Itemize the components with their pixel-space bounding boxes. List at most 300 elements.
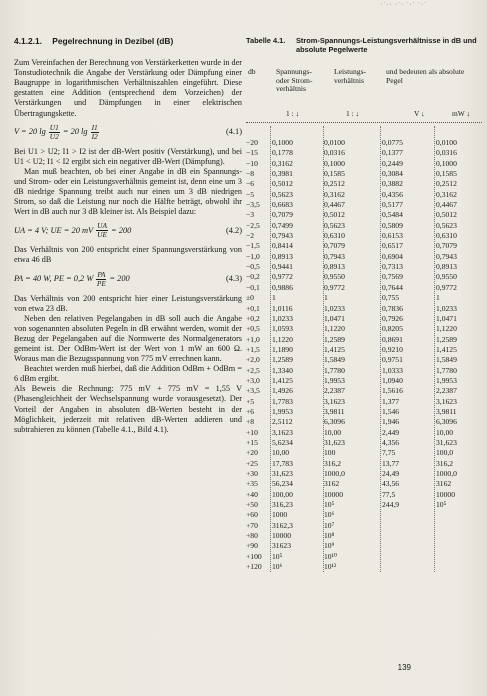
table-cell: 1000 xyxy=(272,510,288,520)
table-cell: 100 xyxy=(324,448,336,458)
page-number: 139 xyxy=(397,663,411,672)
table-cell: +90 xyxy=(246,541,258,551)
table-cell: +2,5 xyxy=(246,365,260,375)
table-cell: 1,3340 xyxy=(272,365,293,375)
column-divider xyxy=(434,126,435,572)
section-title: Pegelrechnung in Dezibel (dB) xyxy=(52,36,174,46)
column-divider xyxy=(323,126,324,572)
table-cell: +15 xyxy=(246,437,258,447)
table-cell: 0,4467 xyxy=(324,200,345,210)
table-cell: 1,0593 xyxy=(272,324,293,334)
table-cell xyxy=(436,531,476,541)
table-cell: 3,1623 xyxy=(272,427,293,437)
table-cell: −0,2 xyxy=(246,272,260,282)
paragraph-intro: Zum Vereinfachen der Berechnung von Verstärkerketten wurde in der Tonstudiotechnik die Angabe der Verstärkung oder Dämpfung einer Baugruppe in logarithmischen Verhältniszahlen eingeführt. Diese gestatten eine Addition (entsprechend dem Vorzeichen) der Verstärkungen und Dämpfungen in einer elektrischen Übertragungskette. xyxy=(14,58,242,118)
table-cell: +1,0 xyxy=(246,334,260,344)
table-cell: 100,00 xyxy=(272,489,293,499)
table-cell: 0,0100 xyxy=(436,138,457,147)
table-cell: 316,23 xyxy=(272,500,293,510)
numerator: UA xyxy=(97,221,108,231)
table-row xyxy=(246,293,482,303)
table-cell: −8 xyxy=(246,169,255,179)
table-cell: 2,449 xyxy=(382,427,400,437)
table-cell: 1,4926 xyxy=(272,386,293,396)
table-cell: 0,3981 xyxy=(272,169,293,179)
table-cell: 10⁷ xyxy=(324,520,335,530)
table-cell: −1,0 xyxy=(246,251,260,261)
table-cell: 0,9441 xyxy=(272,262,293,272)
table-row xyxy=(246,541,482,551)
table-row xyxy=(246,314,482,324)
table-cell: 1,9953 xyxy=(436,375,457,385)
table-cell: 3,9811 xyxy=(436,406,457,416)
header-unit-ratio: 1 : ↓ xyxy=(286,109,300,118)
table-cell: 0,9550 xyxy=(436,272,457,282)
formula-4-3 xyxy=(14,271,242,288)
table-cell: 0,1585 xyxy=(324,169,345,179)
table-cell: 10000 xyxy=(324,489,343,499)
table-cell: 1,0233 xyxy=(272,313,293,323)
table-cell: 3,1623 xyxy=(324,396,345,406)
table-cell: 1,0471 xyxy=(324,313,345,323)
table-row xyxy=(246,179,482,189)
table-cell: 1,377 xyxy=(382,396,400,406)
table-cell: 1,0333 xyxy=(382,365,403,375)
table-row xyxy=(246,438,482,448)
table-cell: +2,0 xyxy=(246,355,260,365)
table-cell: 244,9 xyxy=(382,500,400,510)
fraction xyxy=(96,222,108,239)
table-cell: 0,7644 xyxy=(382,282,403,292)
table-cell: 31623 xyxy=(272,541,291,551)
table-row xyxy=(246,448,482,458)
table-row xyxy=(246,190,482,200)
table-cell: 1,946 xyxy=(382,417,400,427)
table-cell: 0,3162 xyxy=(324,189,345,199)
table-cell: +3,5 xyxy=(246,386,260,396)
table-cell: −2,5 xyxy=(246,220,260,230)
table-cell: 1 xyxy=(324,293,328,303)
table-cell: 0,3162 xyxy=(436,189,457,199)
numerator: U1 xyxy=(49,122,59,132)
paragraph-addition: Beachtet werden muß hierbei, daß die Addition OdBm + OdBm = 6 dBm ergibt. xyxy=(14,364,242,384)
fraction xyxy=(91,124,99,141)
table-cell: +50 xyxy=(246,500,258,510)
table-cell: 10000 xyxy=(436,489,455,499)
table-cell: +20 xyxy=(246,448,258,458)
table-cell: 2,2387 xyxy=(324,386,345,396)
table-cell: 0,5623 xyxy=(272,189,293,199)
left-column xyxy=(14,36,242,435)
column-divider xyxy=(270,126,271,572)
table-cell: 1,0116 xyxy=(272,303,293,313)
table-cell: 0,6517 xyxy=(382,241,403,251)
table-row xyxy=(246,283,482,293)
table-cell: 10⁵ xyxy=(324,500,335,510)
table-cell: 0,9550 xyxy=(324,272,345,282)
table-cell: 100,0 xyxy=(436,448,454,458)
fraction xyxy=(96,271,106,288)
table-cell: 10¹⁰ xyxy=(324,551,337,561)
table-cell: 3,9811 xyxy=(324,406,345,416)
table-row xyxy=(246,159,482,169)
table-cell: 1,2589 xyxy=(324,334,345,344)
table-cell: 1,7780 xyxy=(436,365,457,375)
table-cell: 0,8414 xyxy=(272,241,293,251)
table-cell: 31,623 xyxy=(436,437,457,447)
formula-text: = 200 xyxy=(109,273,130,283)
table-cell: +80 xyxy=(246,531,258,541)
table-cell xyxy=(382,562,436,572)
table-cell: 1,0233 xyxy=(324,303,345,313)
table-cell: 7,75 xyxy=(382,448,396,458)
table-cell: 56,234 xyxy=(272,479,293,489)
table-cell xyxy=(436,552,476,562)
table-row xyxy=(246,428,482,438)
table-row xyxy=(246,510,482,520)
table-cell: 1,2589 xyxy=(436,334,457,344)
table-cell xyxy=(382,541,436,551)
table-row xyxy=(246,148,482,158)
table-cell: ±0 xyxy=(246,293,254,303)
table-cell: 0,5623 xyxy=(324,220,345,230)
table-cell: 0,6310 xyxy=(324,231,345,241)
table-cell: 1,0940 xyxy=(382,375,403,385)
table-cell xyxy=(382,521,436,531)
table-cell: 0,3162 xyxy=(272,158,293,168)
table-cell: 0,9772 xyxy=(324,282,345,292)
table-title: Strom-Spannungs-Leistungsverhältnisse in dB und absolute Pegelwerte xyxy=(296,36,477,54)
table-cell: 10,00 xyxy=(324,427,342,437)
table-cell: 3162,3 xyxy=(272,520,293,530)
table-cell: 0,5012 xyxy=(436,210,457,220)
table-cell xyxy=(382,510,436,520)
table-cell: 1,0233 xyxy=(436,303,457,313)
table-cell: +0,5 xyxy=(246,324,260,334)
table-cell: 0,0775 xyxy=(382,138,403,147)
table-row xyxy=(246,376,482,386)
table-cell: 1,5616 xyxy=(382,386,403,396)
table-cell xyxy=(436,541,476,551)
table-row xyxy=(246,138,482,148)
table-cell: 0,1377 xyxy=(382,148,403,158)
table-cell: 1,1220 xyxy=(436,324,457,334)
table-body xyxy=(246,138,482,572)
table-cell: 13,77 xyxy=(382,458,400,468)
table-header xyxy=(246,68,482,138)
paragraph-absolute-levels: Neben den relativen Pegelangaben in dB soll auch die Angabe von sogenannten absoluten Pegeln in dB erwähnt werden, womit der Bezug der Pegelangaben auf die Normwerte des Normalgenerators gemeint ist. Der OdBm-Wert ist der Wert von 1 mW an 600 Ω. Woraus man die Bezugsspannung von 775 mV errechnen kann. xyxy=(14,313,242,364)
equation-number: (4.3) xyxy=(225,273,242,283)
table-cell: 316,2 xyxy=(324,458,342,468)
table-row xyxy=(246,531,482,541)
table-cell xyxy=(382,531,436,541)
table-cell: 0,5484 xyxy=(382,210,403,220)
table-row xyxy=(246,469,482,479)
numerator: PA xyxy=(97,269,106,279)
table-cell: −20 xyxy=(246,138,258,147)
header-db: db xyxy=(248,67,256,76)
table-row xyxy=(246,500,482,510)
table-cell: 0,8913 xyxy=(272,251,293,261)
table-row xyxy=(246,241,482,251)
table-cell: 0,1000 xyxy=(324,158,345,168)
table-cell: 1,7783 xyxy=(272,396,293,406)
table-cell: 0,1585 xyxy=(436,169,457,179)
table-cell: +10 xyxy=(246,427,258,437)
table-cell: 10⁶ xyxy=(272,562,283,572)
table-cell: 1,4125 xyxy=(324,344,345,354)
table-cell: 5,6234 xyxy=(272,437,293,447)
table-cell xyxy=(436,521,476,531)
table-cell xyxy=(382,552,436,562)
column-divider xyxy=(380,126,381,572)
table-cell: 0,6683 xyxy=(272,200,293,210)
table-cell: 0,7079 xyxy=(436,241,457,251)
table-row xyxy=(246,210,482,220)
table-cell: 0,1000 xyxy=(272,138,293,147)
table-cell: 2,2387 xyxy=(436,386,457,396)
table-row xyxy=(246,562,482,572)
table-cell: 0,0316 xyxy=(324,148,345,158)
formula-text: UA = 4 V; UE = 20 mV xyxy=(14,225,94,235)
table-cell: 1,5849 xyxy=(324,355,345,365)
formula-text: PA = 40 W, PE = 0,2 W xyxy=(14,273,94,283)
table-cell: 0,1778 xyxy=(272,148,293,158)
table-cell: 0,8205 xyxy=(382,324,403,334)
table-cell: 0,7569 xyxy=(382,272,403,282)
denominator: PE xyxy=(96,278,106,288)
fraction xyxy=(49,124,60,141)
table-cell: 1,1220 xyxy=(272,334,293,344)
table-cell: −1,5 xyxy=(246,241,260,251)
running-head: ·˙·· ·˙· ˙·˙ ˙·˙ xyxy=(380,2,427,8)
table-cell: −2 xyxy=(246,231,255,241)
table-cell: 0,5012 xyxy=(324,210,345,220)
table-cell: +0,1 xyxy=(246,303,260,313)
table-cell: −15 xyxy=(246,148,258,158)
table-cell: −0,5 xyxy=(246,262,260,272)
table-row xyxy=(246,490,482,500)
table-cell: 0,8691 xyxy=(382,334,403,344)
denominator: I2 xyxy=(91,131,98,141)
table-cell: +3,0 xyxy=(246,375,260,385)
table-cell: 6,3096 xyxy=(324,417,345,427)
table-cell: 0,7499 xyxy=(272,220,293,230)
table-row xyxy=(246,355,482,365)
table-cell: 0,5177 xyxy=(382,200,403,210)
table-cell: 0,9772 xyxy=(436,282,457,292)
header-unit-milliwatt: mW ↓ xyxy=(452,109,471,118)
table-cell: −5 xyxy=(246,189,255,199)
table-cell: 0,4356 xyxy=(382,189,403,199)
formula-4-2 xyxy=(14,222,242,239)
table-cell: 0,3882 xyxy=(382,179,403,189)
table-cell: 0,7079 xyxy=(324,241,345,251)
table-cell: 0,5012 xyxy=(272,179,293,189)
table-cell: 0,6310 xyxy=(436,231,457,241)
table-cell: 10⁸ xyxy=(324,531,335,541)
table-cell: 1,0471 xyxy=(436,313,457,323)
table-row xyxy=(246,231,482,241)
header-rule xyxy=(246,122,482,123)
denominator: U2 xyxy=(49,131,59,141)
table-cell: 24,49 xyxy=(382,469,400,478)
table-cell: 10⁵ xyxy=(272,551,283,561)
table-label: Tabelle 4.1. xyxy=(246,36,286,45)
table-cell: +100 xyxy=(246,551,262,561)
numerator: I1 xyxy=(91,122,98,132)
table-cell: 0,9772 xyxy=(272,272,293,282)
table-row xyxy=(246,479,482,489)
table-cell: 0,2512 xyxy=(324,179,345,189)
table-row xyxy=(246,521,482,531)
table-row xyxy=(246,200,482,210)
table-cell: −3,5 xyxy=(246,200,260,210)
table-row xyxy=(246,459,482,469)
table-cell: 1,7780 xyxy=(324,365,345,375)
table-cell: 0,6904 xyxy=(382,251,403,261)
formula-text: V = 20 lg xyxy=(14,127,46,137)
formula-4-1 xyxy=(14,124,242,141)
table-cell: 0,8913 xyxy=(436,262,457,272)
table-row xyxy=(246,304,482,314)
formula-text: = 20 lg xyxy=(62,127,88,137)
table-cell: 1,2589 xyxy=(272,355,293,365)
header-power-ratio: Leistungs- verhältnis xyxy=(334,67,367,85)
table-cell: 0,8913 xyxy=(324,262,345,272)
table-cell: 1 xyxy=(436,293,440,303)
table-cell: 0,5623 xyxy=(436,220,457,230)
table-cell xyxy=(436,510,476,520)
table-cell: 0,2449 xyxy=(382,158,403,168)
table-cell: +30 xyxy=(246,469,258,478)
table-cell: 0,755 xyxy=(382,293,400,303)
table-row xyxy=(246,252,482,262)
table-cell: +60 xyxy=(246,510,258,520)
table-cell: 31,623 xyxy=(272,469,293,478)
table-cell: −6 xyxy=(246,179,255,189)
table-cell: −0,1 xyxy=(246,282,260,292)
table-cell: 10000 xyxy=(272,531,291,541)
table-cell: 0,0316 xyxy=(436,148,457,158)
header-unit-ratio: 1 : ↓ xyxy=(346,109,360,118)
table-column xyxy=(246,36,482,572)
table-cell: 0,0100 xyxy=(324,138,345,147)
table-row xyxy=(246,272,482,282)
table-cell: 0,2512 xyxy=(436,179,457,189)
table-cell: 1,9953 xyxy=(324,375,345,385)
table-row xyxy=(246,221,482,231)
table-cell: 316,2 xyxy=(436,458,454,468)
table-cell: +0,2 xyxy=(246,313,260,323)
table-cell: +40 xyxy=(246,489,258,499)
table-cell: 1,9953 xyxy=(272,406,293,416)
table-cell: 0,1000 xyxy=(436,158,457,168)
table-cell: 43,56 xyxy=(382,479,400,489)
table-cell: 3162 xyxy=(436,479,452,489)
table-cell: 1000,0 xyxy=(436,469,457,478)
paragraph-voltage-gain: Das Verhältnis von 200 entspricht einer Spannungsverstärkung von etwa 46 dB xyxy=(14,245,242,265)
table-cell: 0,7943 xyxy=(272,231,293,241)
table-cell: 3162 xyxy=(324,479,340,489)
table-row xyxy=(246,552,482,562)
denominator: UE xyxy=(97,230,108,240)
equation-number: (4.2) xyxy=(225,225,242,235)
table-cell: 6,3096 xyxy=(436,417,457,427)
table-cell: 0,9210 xyxy=(382,344,403,354)
table-row xyxy=(246,417,482,427)
table-cell: 0,7836 xyxy=(382,303,403,313)
table-cell: +1,5 xyxy=(246,344,260,354)
table-cell: 31,623 xyxy=(324,437,345,447)
table-cell: +35 xyxy=(246,479,258,489)
table-cell: 1,1890 xyxy=(272,344,293,354)
table-cell: 1,4125 xyxy=(272,375,293,385)
paragraph-note: Man muß beachten, ob bei einer Angabe in dB ein Spannungs- und Strom- oder ein Leistungsverhältnis gemeint ist, denn eine um 3 dB niedrige Spannung treibt auch nur einen um 3 dB niedrigen Strom, so daß die Leistung nur noch die Hälfte beträgt, obwohl ihr Wert in dB auch nur 3 dB kleiner ist. Als Beispiel dazu: xyxy=(14,166,242,217)
equation-number: (4.1) xyxy=(225,127,242,137)
table-cell xyxy=(436,562,476,572)
table-cell: 1,546 xyxy=(382,406,400,416)
header-voltage-ratio: Spannungs- oder Strom- verhältnis xyxy=(276,67,313,94)
table-cell: 0,5809 xyxy=(382,220,403,230)
table-cell: +6 xyxy=(246,406,255,416)
table-row xyxy=(246,386,482,396)
table-row xyxy=(246,324,482,334)
section-heading xyxy=(14,36,242,46)
table-cell: +25 xyxy=(246,458,258,468)
table-cell: 0,4467 xyxy=(436,200,457,210)
table-cell: 10⁶ xyxy=(324,510,335,520)
table-cell: 3,1623 xyxy=(436,396,457,406)
table-row xyxy=(246,335,482,345)
table-cell: 77,5 xyxy=(382,489,396,499)
table-cell: 0,9751 xyxy=(382,355,403,365)
table-cell: +8 xyxy=(246,417,255,427)
formula-text: = 200 xyxy=(111,225,132,235)
table-cell: 2,5112 xyxy=(272,417,293,427)
table-cell: 10¹² xyxy=(324,562,337,572)
table-cell: 10⁵ xyxy=(436,500,447,510)
table-cell: 10,00 xyxy=(272,448,290,458)
table-row xyxy=(246,345,482,355)
table-cell: 0,3084 xyxy=(382,169,403,179)
table-cell: 0,7926 xyxy=(382,313,403,323)
paragraph-sign: Bei U1 > U2; I1 > I2 ist der dB-Wert positiv (Verstärkung), und bei U1 < U2; I1 < I2 ergibt sich ein negativer dB-Wert (Dämpfung). xyxy=(14,146,242,166)
table-row xyxy=(246,397,482,407)
table-row xyxy=(246,169,482,179)
table-cell: +5 xyxy=(246,396,255,406)
table-row xyxy=(246,262,482,272)
table-cell: 0,7943 xyxy=(436,251,457,261)
table-cell: 1000,0 xyxy=(324,469,345,478)
table-cell: 0,7313 xyxy=(382,262,403,272)
table-cell: −10 xyxy=(246,158,258,168)
table-cell: 1,4125 xyxy=(436,344,457,354)
table-cell: +120 xyxy=(246,562,262,572)
section-number: 4.1.2.1. xyxy=(14,36,42,46)
table-cell: 1,5849 xyxy=(436,355,457,365)
table-caption xyxy=(246,36,482,54)
table-cell: 10⁹ xyxy=(324,541,335,551)
paragraph-proof: Als Beweis die Rechnung: 775 mV + 775 mV = 1,55 V (Phasengleichheit der Wechselspannung wurde vorausgesetzt). Der Vorteil der Angaben in absoluten dB-Werten besteht in der Möglichkeit, jederzeit mit relativen dB-Werten addieren und subtrahieren zu können (Tabelle 4.1., Bild 4.1). xyxy=(14,384,242,434)
header-absolute-level: und bedeuten als absolute Pegel xyxy=(386,67,465,85)
paragraph-power-gain: Das Verhältnis von 200 entspricht hier einer Leistungsverstärkung von etwa 23 dB. xyxy=(14,293,242,313)
table-row xyxy=(246,366,482,376)
table-cell: +70 xyxy=(246,520,258,530)
table-row xyxy=(246,407,482,417)
table-cell: 0,7943 xyxy=(324,251,345,261)
table-cell: 4,356 xyxy=(382,437,400,447)
